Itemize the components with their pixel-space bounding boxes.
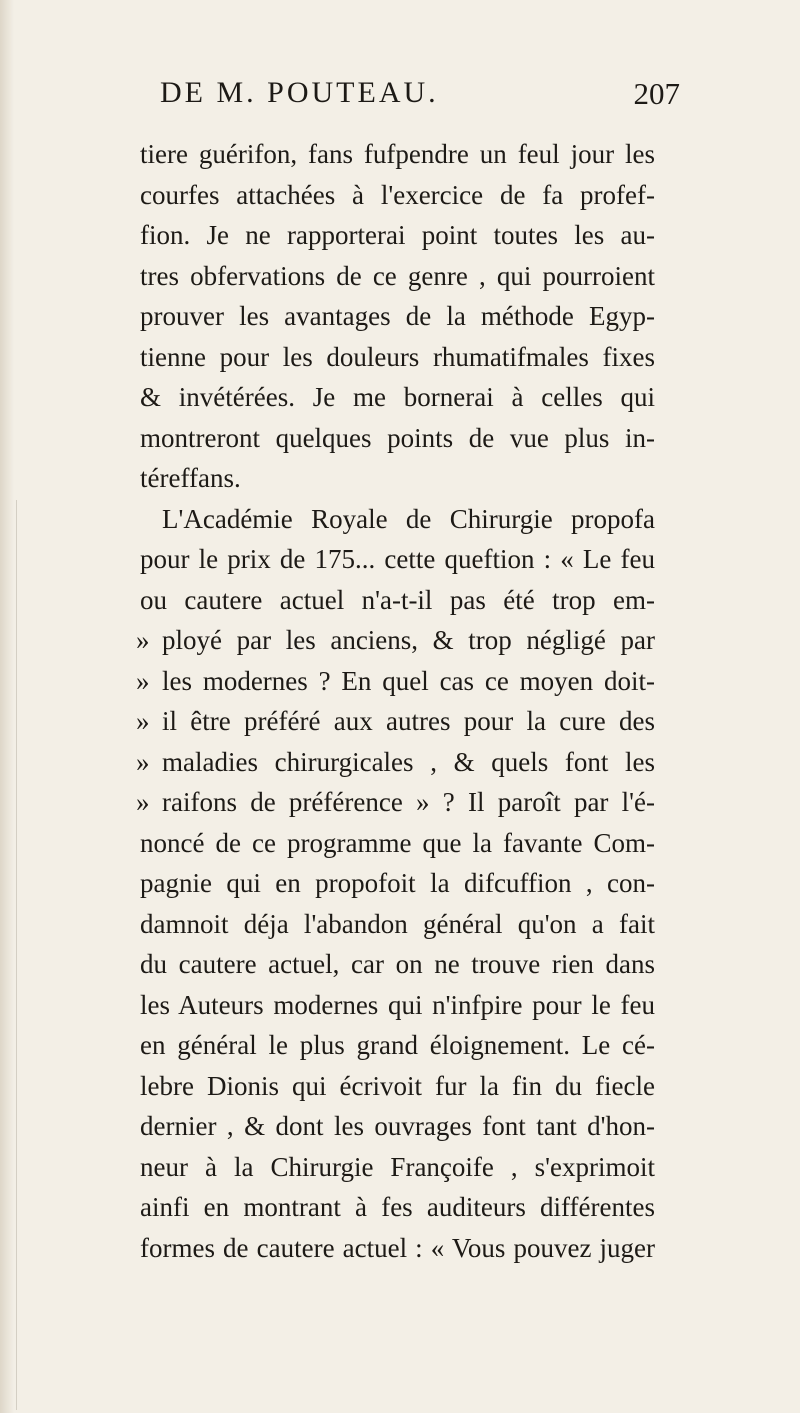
quoted-line [136, 620, 655, 661]
quote-mark: » [136, 746, 150, 777]
quote-mark: » [136, 665, 150, 696]
quote-mark: » [136, 706, 150, 736]
text-line: il être préféré aux autres pour la cure des [162, 706, 655, 736]
text-line: noncé de ce programme que la favante Com- [140, 827, 655, 858]
text-line: fion. Je ne rapporterai point toutes les au- [140, 220, 655, 250]
quoted-line [136, 742, 655, 783]
quoted-line [136, 782, 655, 823]
text-line: ainfi en montrant à fes auditeurs différentes [140, 1192, 655, 1222]
text-line: tiere guérifon, fans fufpendre un feul jour les [140, 139, 655, 169]
text-line: dernier , & dont les ouvrages font tant d'hon- [140, 1111, 655, 1141]
text-line: damnoit déja l'abandon général qu'on a fait [140, 908, 655, 939]
text-line: en général le plus grand éloignement. Le cé- [140, 1030, 655, 1060]
quoted-line [136, 701, 655, 742]
quote-mark: » [136, 787, 150, 817]
text-line: tienne pour les douleurs rhumatifmales fixes [140, 341, 655, 372]
body-text [136, 134, 655, 1268]
text-line: montreront quelques points de vue plus in- [140, 422, 655, 453]
quote-mark: » [136, 625, 150, 655]
text-line: courfes attachées à l'exercice de fa profef- [140, 179, 655, 210]
gutter-line [16, 500, 17, 1410]
text-line: neur à la Chirurgie Françoife , s'exprimoit [140, 1151, 655, 1182]
text-line: ou cautere actuel n'a-t-il pas été trop em- [140, 584, 655, 615]
text-line: raifons de préférence » ? Il paroît par l'é- [162, 787, 655, 817]
text-line: & invétérées. Je me bornerai à celles qui [140, 382, 655, 412]
running-head: DE M. POUTEAU. [160, 76, 439, 109]
quoted-line [136, 661, 655, 702]
text-line: maladies chirurgicales , & quels font les [162, 746, 655, 777]
text-line: les modernes ? En quel cas ce moyen doit- [162, 665, 655, 696]
text-line: téreffans. [140, 463, 241, 493]
page-number: 207 [633, 76, 680, 111]
text-line: les Auteurs modernes qui n'infpire pour le feu [140, 989, 655, 1020]
page-edge-shadow [0, 0, 14, 1413]
text-line: L'Académie Royale de Chirurgie propofa [162, 503, 655, 534]
text-line: du cautere actuel, car on ne trouve rien dans [140, 949, 655, 979]
text-line: pagnie qui en propofoit la difcuffion , con- [140, 868, 655, 898]
text-line: formes de cautere actuel : « Vous pouvez juger [140, 1232, 655, 1263]
text-line: tres obfervations de ce genre , qui pourroient [140, 260, 655, 291]
text-line: ployé par les anciens, & trop négligé par [162, 625, 655, 655]
text-line: pour le prix de 175... cette queftion : « Le feu [140, 544, 655, 574]
text-line: lebre Dionis qui écrivoit fur la fin du fiecle [140, 1070, 655, 1101]
page-header [160, 76, 680, 120]
text-line: prouver les avantages de la méthode Egyp- [140, 301, 655, 331]
